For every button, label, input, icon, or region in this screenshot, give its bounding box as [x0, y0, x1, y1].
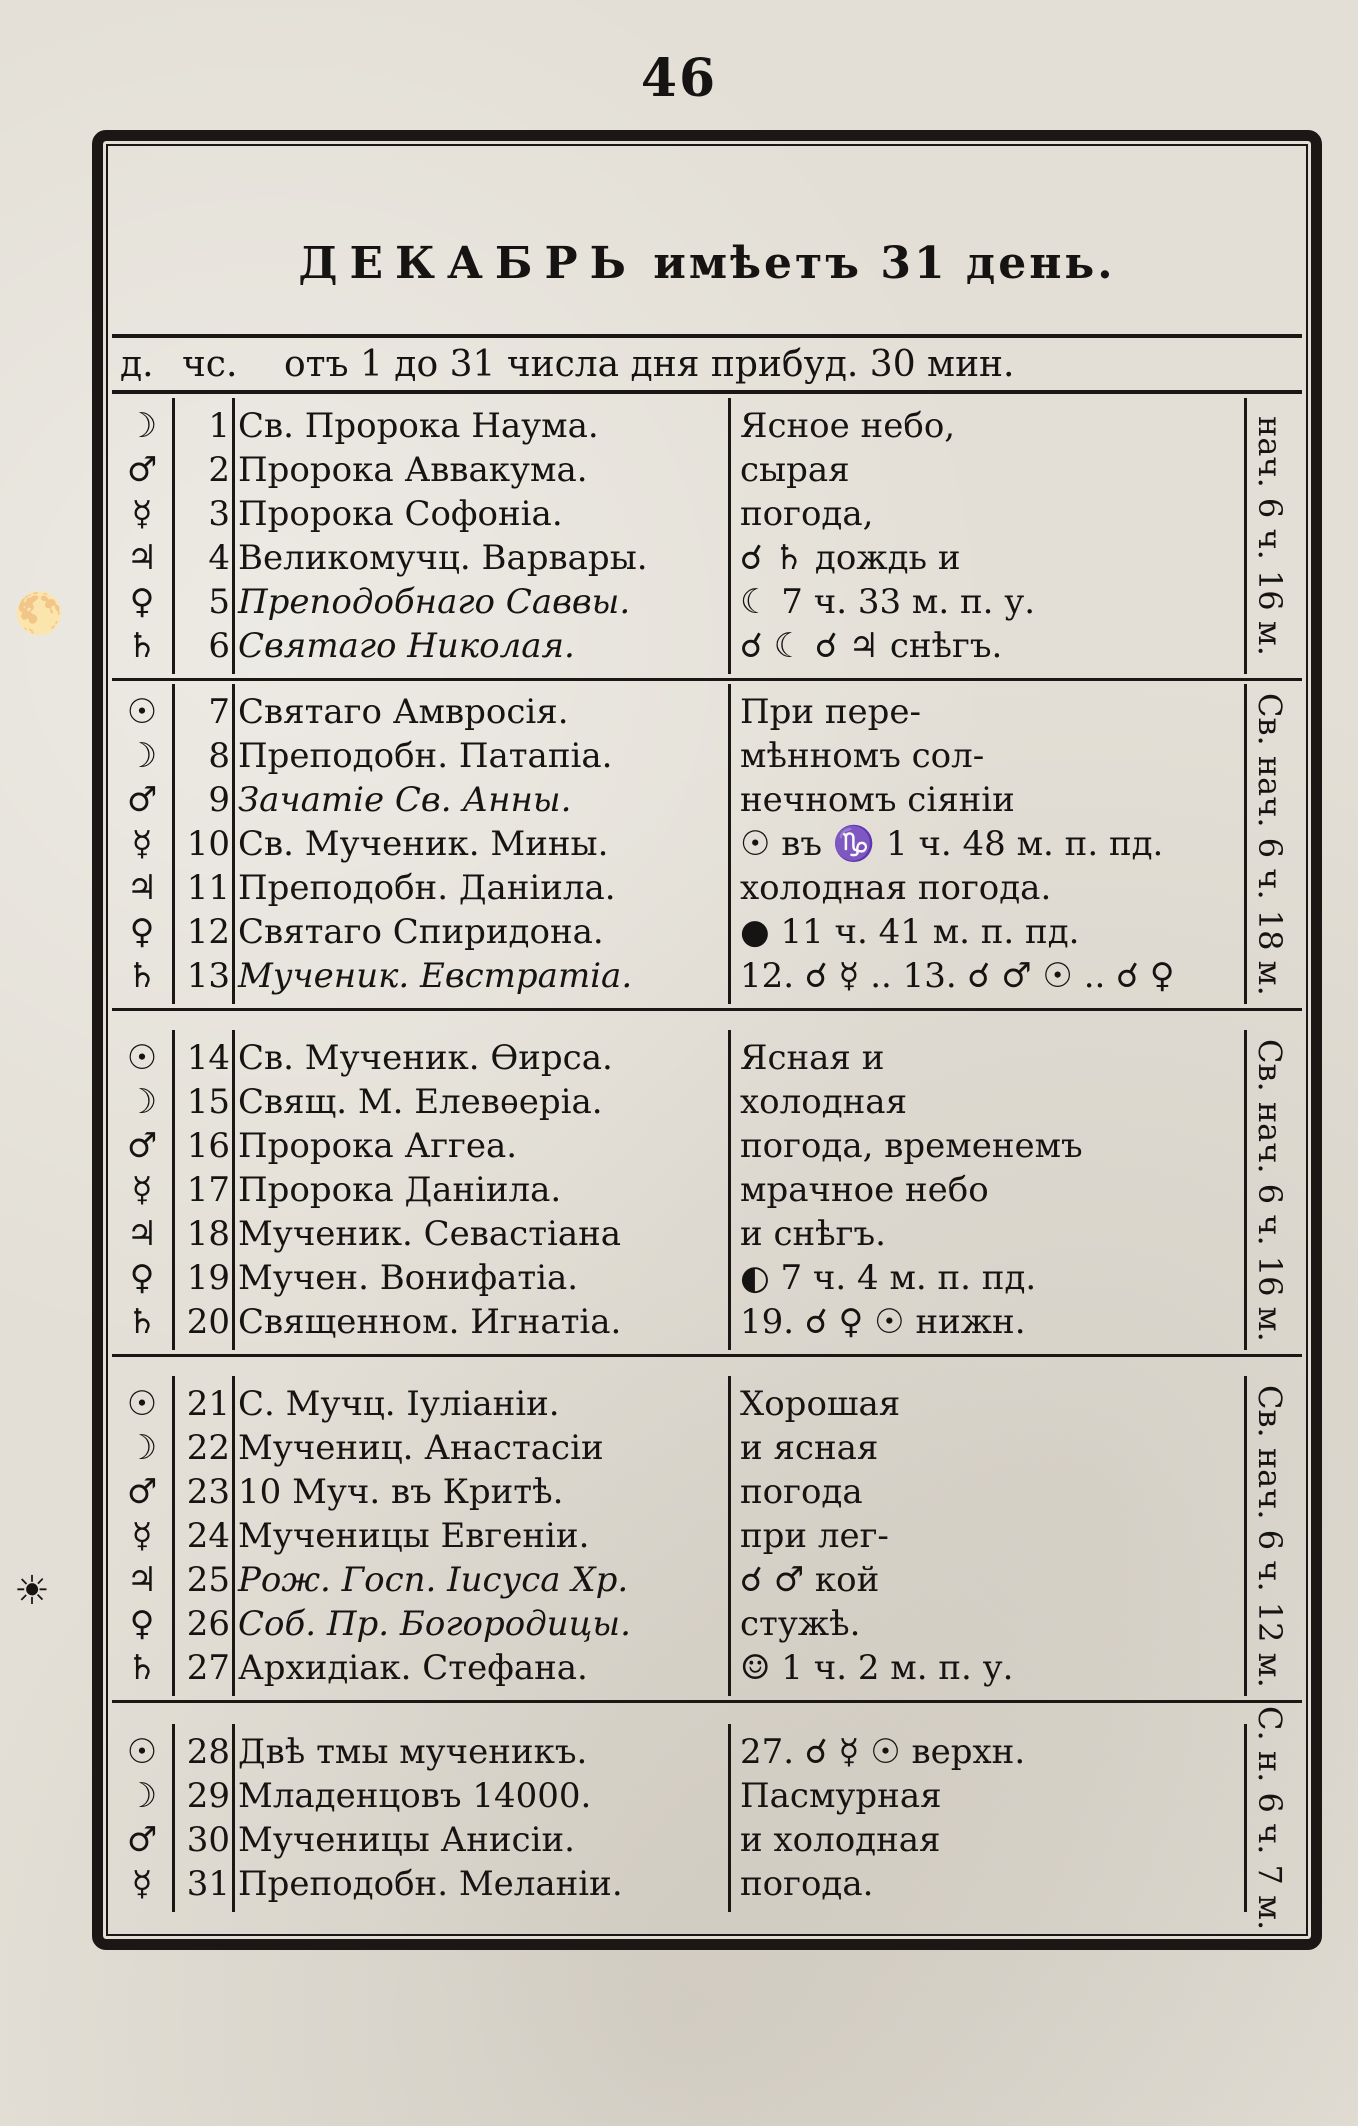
- side-col-divider: [1244, 1724, 1247, 1912]
- date-number: 25: [186, 1560, 230, 1600]
- calendar-row: [0, 1646, 1358, 1690]
- calendar-row: [0, 1300, 1358, 1344]
- saint-name: Пророка Аггеа.: [238, 1126, 518, 1166]
- date-col-divider: [172, 1030, 175, 1350]
- date-number: 14: [186, 1038, 230, 1078]
- calendar-row: [0, 910, 1358, 954]
- weather-note: погода.: [740, 1864, 874, 1904]
- sunrise-side-note: С. н. 6 ч. 7 м.: [1251, 1705, 1289, 1931]
- saint-col-divider: [232, 684, 235, 1004]
- saint-name: Преподобнаго Саввы.: [238, 582, 631, 622]
- header-day-length: отъ 1 до 31 числа дня прибуд. 30 мин.: [284, 344, 1015, 385]
- date-number: 2: [208, 450, 230, 490]
- calendar-row: [0, 624, 1358, 668]
- weather-note: При пере-: [740, 692, 922, 732]
- header-weekday: д.: [120, 344, 154, 385]
- saint-name: Мученицы Евгеніи.: [238, 1516, 590, 1556]
- header-date: чс.: [182, 344, 238, 385]
- calendar-row: [0, 536, 1358, 580]
- weekday-symbol: ♄: [126, 956, 158, 996]
- date-number: 9: [208, 780, 230, 820]
- date-number: 19: [186, 1258, 230, 1298]
- calendar-row: [0, 404, 1358, 448]
- weekday-symbol: ☉: [126, 1038, 158, 1078]
- date-number: 4: [208, 538, 230, 578]
- weekday-symbol: ♄: [126, 1648, 158, 1688]
- saint-col-divider: [232, 1030, 235, 1350]
- weekday-symbol: ♃: [126, 538, 158, 578]
- header-top-rule: [112, 334, 1302, 338]
- calendar-row: [0, 1470, 1358, 1514]
- calendar-row: [0, 1168, 1358, 1212]
- weekday-symbol: ☿: [131, 824, 153, 864]
- weekday-symbol: ♂: [126, 450, 158, 490]
- date-number: 22: [186, 1428, 230, 1468]
- calendar-row: [0, 1514, 1358, 1558]
- saint-name: Св. Мученик. Мины.: [238, 824, 609, 864]
- table-header: [112, 344, 1302, 386]
- weather-note: погода,: [740, 494, 874, 534]
- weather-note: при лег-: [740, 1516, 889, 1556]
- weekday-symbol: ☿: [131, 1170, 153, 1210]
- weather-note: 27. ☌ ☿ ☉ верхн.: [740, 1732, 1026, 1772]
- calendar-row: [0, 448, 1358, 492]
- date-number: 24: [186, 1516, 230, 1556]
- weather-note: погода, временемъ: [740, 1126, 1083, 1166]
- calendar-row: [0, 1558, 1358, 1602]
- weekday-symbol: ♂: [126, 780, 158, 820]
- date-number: 31: [186, 1864, 230, 1904]
- weather-note: Пасмурная: [740, 1776, 942, 1816]
- calendar-row: [0, 778, 1358, 822]
- saint-name: Преподобн. Даніила.: [238, 868, 616, 908]
- month-title: [112, 238, 1302, 289]
- calendar-row: [0, 1602, 1358, 1646]
- saint-name: Свящ. М. Елевѳеріа.: [238, 1082, 603, 1122]
- weather-note: ☺ 1 ч. 2 м. п. у.: [740, 1648, 1014, 1688]
- saint-name: Соб. Пр. Богородицы.: [238, 1604, 631, 1644]
- weather-note: ☉ въ ♑ 1 ч. 48 м. п. пд.: [740, 824, 1164, 864]
- christmas-margin-mark: ☀: [14, 1568, 50, 1614]
- saint-name: Рож. Госп. Іисуса Хр.: [238, 1560, 629, 1600]
- date-number: 12: [186, 912, 230, 952]
- weekday-symbol: ♂: [126, 1472, 158, 1512]
- date-number: 16: [186, 1126, 230, 1166]
- saint-name: Младенцовъ 14000.: [238, 1776, 592, 1816]
- date-number: 8: [208, 736, 230, 776]
- weekday-symbol: ☽: [126, 736, 158, 776]
- weekday-symbol: ☿: [131, 1864, 153, 1904]
- calendar-row: [0, 580, 1358, 624]
- weather-note: и ясная: [740, 1428, 879, 1468]
- weather-note: стужѣ.: [740, 1604, 861, 1644]
- calendar-row: [0, 1382, 1358, 1426]
- saint-col-divider: [232, 1724, 235, 1912]
- calendar-row: [0, 1080, 1358, 1124]
- saint-name: Преподобн. Патапіа.: [238, 736, 613, 776]
- saint-name: Святаго Спиридона.: [238, 912, 604, 952]
- saint-name: Зачатіе Св. Анны.: [238, 780, 572, 820]
- calendar-row: [0, 1124, 1358, 1168]
- weekday-symbol: ☽: [126, 1428, 158, 1468]
- date-number: 17: [186, 1170, 230, 1210]
- side-col-divider: [1244, 1376, 1247, 1696]
- weather-note: 19. ☌ ♀ ☉ нижн.: [740, 1302, 1026, 1342]
- calendar-row: [0, 822, 1358, 866]
- saint-name: Пророка Даніила.: [238, 1170, 562, 1210]
- weekday-symbol: ♃: [126, 1560, 158, 1600]
- saint-name: Святаго Амвросія.: [238, 692, 569, 732]
- weather-note: сырая: [740, 450, 850, 490]
- month-days: имѣетъ 31 день.: [653, 238, 1116, 289]
- calendar-row: [0, 1730, 1358, 1774]
- full-moon-margin-mark: 🌕: [14, 591, 64, 637]
- weekday-symbol: ☉: [126, 1384, 158, 1424]
- date-col-divider: [172, 1376, 175, 1696]
- side-col-divider: [1244, 684, 1247, 1004]
- date-col-divider: [172, 398, 175, 674]
- sunrise-side-note: Св. нач. 6 ч. 16 м.: [1251, 1038, 1289, 1342]
- weather-note: и снѣгъ.: [740, 1214, 886, 1254]
- weather-note: нечномъ сіяніи: [740, 780, 1015, 820]
- weather-note: ● 11 ч. 41 м. п. пд.: [740, 912, 1080, 952]
- calendar-row: [0, 954, 1358, 998]
- saint-col-divider: [232, 398, 235, 674]
- saint-name: Св. Мученик. Ѳирса.: [238, 1038, 613, 1078]
- saint-name: Преподобн. Меланіи.: [238, 1864, 623, 1904]
- sunrise-side-note: Св. нач. 6 ч. 18 м.: [1251, 692, 1289, 996]
- saint-name: Мученик. Евстратіа.: [238, 956, 633, 996]
- saint-name: Мученицы Анисіи.: [238, 1820, 575, 1860]
- saint-name: Пророка Софоніа.: [238, 494, 563, 534]
- date-number: 5: [208, 582, 230, 622]
- saint-name: Мучениц. Анастасіи: [238, 1428, 604, 1468]
- weekday-symbol: ☉: [126, 1732, 158, 1772]
- saint-name: Пророка Аввакума.: [238, 450, 588, 490]
- page-number: 46: [640, 48, 718, 109]
- weather-col-divider: [728, 1030, 731, 1350]
- weather-note: мѣнномъ сол-: [740, 736, 985, 776]
- weather-col-divider: [728, 1376, 731, 1696]
- date-col-divider: [172, 684, 175, 1004]
- calendar-row: [0, 1818, 1358, 1862]
- weekday-symbol: ♂: [126, 1126, 158, 1166]
- calendar-row: [0, 1212, 1358, 1256]
- weather-note: холодная: [740, 1082, 908, 1122]
- date-number: 30: [186, 1820, 230, 1860]
- date-number: 26: [186, 1604, 230, 1644]
- saint-name: Великомучц. Варвары.: [238, 538, 648, 578]
- weather-note: ☌ ☾ ☌ ♃ снѣгъ.: [740, 626, 1003, 666]
- saint-name: С. Мучц. Іуліаніи.: [238, 1384, 560, 1424]
- calendar-row: [0, 866, 1358, 910]
- weather-note: ◐ 7 ч. 4 м. п. пд.: [740, 1258, 1037, 1298]
- calendar-row: [0, 1036, 1358, 1080]
- weekday-symbol: ☿: [131, 1516, 153, 1556]
- date-number: 21: [186, 1384, 230, 1424]
- weather-col-divider: [728, 1724, 731, 1912]
- weather-note: ☌ ♂ кой: [740, 1560, 880, 1600]
- weekday-symbol: ♄: [126, 626, 158, 666]
- saint-name: Мучен. Вонифатіа.: [238, 1258, 579, 1298]
- saint-name: Священном. Игнатіа.: [238, 1302, 622, 1342]
- saint-name: Мученик. Севастіана: [238, 1214, 622, 1254]
- weather-note: ☾ 7 ч. 33 м. п. у.: [740, 582, 1036, 622]
- weekday-symbol: ♂: [126, 1820, 158, 1860]
- weather-note: Ясная и: [740, 1038, 885, 1078]
- date-number: 20: [186, 1302, 230, 1342]
- date-number: 28: [186, 1732, 230, 1772]
- week-separator: [112, 1008, 1302, 1011]
- calendar-row: [0, 734, 1358, 778]
- sunrise-side-note: нач. 6 ч. 16 м.: [1251, 416, 1289, 656]
- weather-note: холодная погода.: [740, 868, 1052, 908]
- weekday-symbol: ♃: [126, 1214, 158, 1254]
- weekday-symbol: ♀: [129, 1258, 155, 1298]
- week-separator: [112, 678, 1302, 681]
- weekday-symbol: ♀: [129, 912, 155, 952]
- saint-name: Св. Пророка Наума.: [238, 406, 599, 446]
- saint-col-divider: [232, 1376, 235, 1696]
- weekday-symbol: ♀: [129, 582, 155, 622]
- weather-note: 12. ☌ ☿ .. 13. ☌ ♂ ☉ .. ☌ ♀: [740, 956, 1175, 996]
- calendar-row: [0, 1774, 1358, 1818]
- date-number: 27: [186, 1648, 230, 1688]
- saint-name: 10 Муч. въ Критѣ.: [238, 1472, 564, 1512]
- weekday-symbol: ☽: [126, 1776, 158, 1816]
- sunrise-side-note: Св. нач. 6 ч. 12 м.: [1251, 1384, 1289, 1688]
- date-number: 23: [186, 1472, 230, 1512]
- calendar-row: [0, 690, 1358, 734]
- date-number: 15: [186, 1082, 230, 1122]
- side-col-divider: [1244, 1030, 1247, 1350]
- week-separator: [112, 1700, 1302, 1703]
- calendar-row: [0, 1862, 1358, 1906]
- calendar-row: [0, 492, 1358, 536]
- calendar-row: [0, 1256, 1358, 1300]
- date-number: 3: [208, 494, 230, 534]
- weekday-symbol: ♃: [126, 868, 158, 908]
- weather-note: Хорошая: [740, 1384, 901, 1424]
- header-bottom-rule: [112, 390, 1302, 394]
- weather-note: и холодная: [740, 1820, 941, 1860]
- date-number: 7: [208, 692, 230, 732]
- weekday-symbol: ☿: [131, 494, 153, 534]
- saint-name: Архидіак. Стефана.: [238, 1648, 588, 1688]
- month-name: ДЕКАБРЬ: [298, 238, 638, 289]
- saint-name: Двѣ тмы мученикъ.: [238, 1732, 588, 1772]
- date-col-divider: [172, 1724, 175, 1912]
- weather-note: мрачное небо: [740, 1170, 989, 1210]
- side-col-divider: [1244, 398, 1247, 674]
- saint-name: Святаго Николая.: [238, 626, 575, 666]
- weather-col-divider: [728, 684, 731, 1004]
- date-number: 29: [186, 1776, 230, 1816]
- weekday-symbol: ♀: [129, 1604, 155, 1644]
- weekday-symbol: ☽: [126, 406, 158, 446]
- date-number: 18: [186, 1214, 230, 1254]
- weather-col-divider: [728, 398, 731, 674]
- weather-note: погода: [740, 1472, 863, 1512]
- week-separator: [112, 1354, 1302, 1357]
- date-number: 11: [186, 868, 230, 908]
- weather-note: ☌ ♄ дождь и: [740, 538, 961, 578]
- date-number: 13: [186, 956, 230, 996]
- calendar-row: [0, 1426, 1358, 1470]
- weather-note: Ясное небо,: [740, 406, 956, 446]
- date-number: 6: [208, 626, 230, 666]
- date-number: 1: [208, 406, 230, 446]
- weekday-symbol: ☉: [126, 692, 158, 732]
- date-number: 10: [186, 824, 230, 864]
- weekday-symbol: ☽: [126, 1082, 158, 1122]
- weekday-symbol: ♄: [126, 1302, 158, 1342]
